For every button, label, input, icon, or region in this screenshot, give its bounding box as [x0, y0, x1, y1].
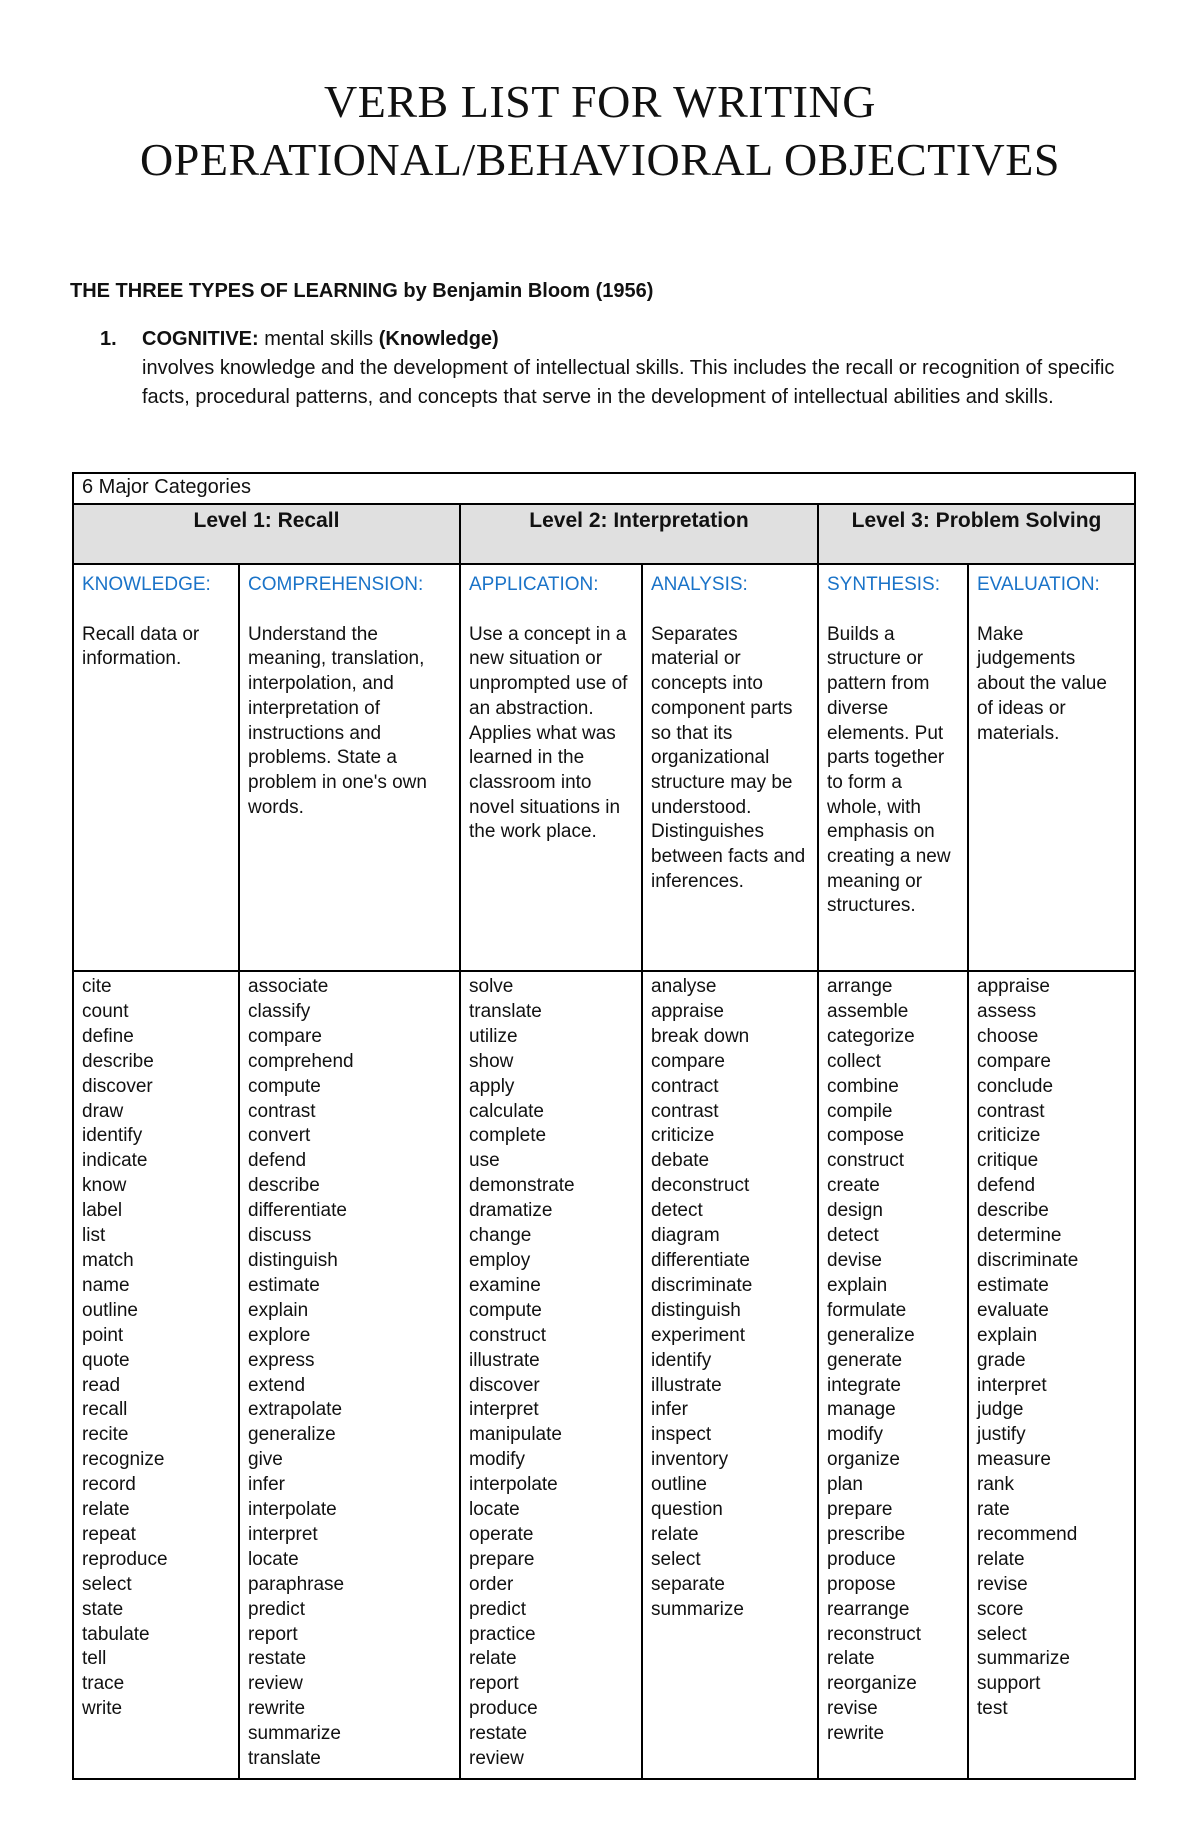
verb-cell-evaluation — [968, 971, 1135, 1779]
verb-item: recall — [82, 1399, 128, 1421]
list-number: 1. — [100, 328, 117, 350]
verb-item: infer — [248, 1474, 285, 1496]
verb-item: review — [469, 1748, 524, 1770]
verb-item: select — [82, 1573, 132, 1595]
verb-item: extend — [248, 1374, 306, 1396]
verb-item: read — [82, 1374, 121, 1396]
verb-item: locate — [469, 1499, 520, 1521]
verb-item: separate — [651, 1573, 725, 1595]
verb-item: extrapolate — [248, 1399, 343, 1421]
verb-item: explore — [248, 1324, 311, 1346]
verb-item: give — [248, 1449, 283, 1471]
verb-item: discriminate — [977, 1249, 1079, 1271]
verb-item: compose — [827, 1125, 905, 1147]
verb-item: create — [827, 1175, 880, 1197]
verb-item: apply — [469, 1075, 515, 1097]
cognitive-paren: (Knowledge) — [378, 328, 499, 350]
verb-item: debate — [651, 1150, 710, 1172]
table-caption: 6 Major Categories — [73, 473, 1135, 504]
verb-item: distinguish — [651, 1299, 741, 1321]
verb-item: restate — [469, 1723, 528, 1745]
verb-item: construct — [827, 1150, 905, 1172]
verb-item: rewrite — [827, 1723, 885, 1745]
document-title-line-2: OPERATIONAL/BEHAVIORAL OBJECTIVES — [140, 134, 1060, 185]
verb-cell-knowledge — [73, 971, 239, 1779]
verb-item: rate — [977, 1499, 1010, 1521]
verb-item: dramatize — [469, 1200, 553, 1222]
level-header-2: Level 2: Interpretation — [460, 504, 818, 564]
verb-item: explain — [977, 1324, 1038, 1346]
verb-item: classify — [248, 1000, 311, 1022]
verb-item: determine — [977, 1225, 1062, 1247]
verb-item: interpret — [248, 1523, 318, 1545]
verb-item: identify — [82, 1125, 143, 1147]
verb-item: summarize — [651, 1598, 744, 1620]
verb-item: estimate — [248, 1274, 320, 1296]
verb-item: rank — [977, 1474, 1014, 1496]
verb-item: support — [977, 1673, 1041, 1695]
verb-item: formulate — [827, 1299, 907, 1321]
verb-item: relate — [469, 1648, 517, 1670]
verb-item: prepare — [469, 1548, 535, 1570]
category-name: KNOWLEDGE: — [82, 574, 211, 595]
category-cell-analysis — [642, 564, 818, 971]
verb-item: prepare — [827, 1499, 893, 1521]
verb-item: revise — [977, 1573, 1028, 1595]
section-heading: THE THREE TYPES OF LEARNING by Benjamin Bloom (1956) — [70, 280, 654, 302]
verb-item: judge — [977, 1399, 1024, 1421]
verb-item: translate — [469, 1000, 542, 1022]
verb-item: report — [469, 1673, 519, 1695]
cognitive-label: COGNITIVE: — [142, 328, 259, 350]
verb-item: discriminate — [651, 1274, 753, 1296]
verb-item: summarize — [977, 1648, 1070, 1670]
verb-item: employ — [469, 1249, 531, 1271]
verb-item: manipulate — [469, 1424, 562, 1446]
verb-item: name — [82, 1274, 130, 1296]
verb-list-comprehension — [248, 975, 451, 1772]
verb-item: demonstrate — [469, 1175, 575, 1197]
verb-item: relate — [651, 1523, 699, 1545]
cognitive-description: involves knowledge and the development of intellectual skills. This includes the recall or recognition of specific facts, procedural patterns, and concepts that serve in the development of intellectual abilities and skills. — [142, 357, 1115, 408]
category-name: APPLICATION: — [469, 574, 599, 595]
verb-item: quote — [82, 1349, 130, 1371]
verb-item: know — [82, 1175, 127, 1197]
verb-item: propose — [827, 1573, 896, 1595]
level-header-3: Level 3: Problem Solving — [818, 504, 1135, 564]
cognitive-section — [100, 325, 1140, 412]
verb-item: defend — [977, 1175, 1036, 1197]
verb-item: generate — [827, 1349, 903, 1371]
verb-item: break down — [651, 1025, 750, 1047]
verb-item: recommend — [977, 1523, 1078, 1545]
verb-item: explain — [827, 1274, 888, 1296]
verb-item: appraise — [651, 1000, 724, 1022]
verb-item: interpret — [977, 1374, 1047, 1396]
verb-item: describe — [977, 1200, 1049, 1222]
verb-item: relate — [977, 1548, 1025, 1570]
verb-item: report — [248, 1623, 298, 1645]
verb-item: manage — [827, 1399, 896, 1421]
verb-item: evaluate — [977, 1299, 1049, 1321]
verb-item: express — [248, 1349, 315, 1371]
verb-item: rearrange — [827, 1598, 910, 1620]
verb-item: score — [977, 1598, 1024, 1620]
verb-item: grade — [977, 1349, 1026, 1371]
verb-item: contract — [651, 1075, 719, 1097]
verb-item: compile — [827, 1100, 893, 1122]
verb-cell-application — [460, 971, 642, 1779]
verb-item: combine — [827, 1075, 899, 1097]
verb-item: organize — [827, 1449, 900, 1471]
verb-item: trace — [82, 1673, 125, 1695]
bloom-table — [72, 472, 1136, 1780]
verb-item: summarize — [248, 1723, 341, 1745]
verb-item: discover — [82, 1075, 153, 1097]
verb-item: select — [651, 1548, 701, 1570]
category-name: COMPREHENSION: — [248, 574, 424, 595]
verb-item: utilize — [469, 1025, 518, 1047]
verb-item: state — [82, 1598, 124, 1620]
verb-item: experiment — [651, 1324, 745, 1346]
cognitive-text — [142, 325, 1140, 412]
verb-item: inspect — [651, 1424, 712, 1446]
verb-item: restate — [248, 1648, 307, 1670]
verb-item: relate — [827, 1648, 875, 1670]
verb-item: outline — [651, 1474, 707, 1496]
verb-list-analysis — [651, 975, 809, 1623]
verb-item: explain — [248, 1299, 309, 1321]
verb-item: inventory — [651, 1449, 729, 1471]
verb-item: compute — [248, 1075, 321, 1097]
verb-item: rewrite — [248, 1698, 306, 1720]
category-name: ANALYSIS: — [651, 574, 748, 595]
verb-item: match — [82, 1249, 134, 1271]
verb-item: infer — [651, 1399, 688, 1421]
verb-item: test — [977, 1698, 1008, 1720]
verb-item: reorganize — [827, 1673, 917, 1695]
verb-item: compare — [977, 1050, 1051, 1072]
category-description-row — [73, 564, 1135, 971]
verb-item: contrast — [248, 1100, 316, 1122]
verb-list-synthesis — [827, 975, 959, 1747]
verb-item: describe — [82, 1050, 154, 1072]
level-header-row — [73, 504, 1135, 564]
verb-item: interpret — [469, 1399, 539, 1421]
verb-item: discover — [469, 1374, 540, 1396]
verb-item: outline — [82, 1299, 138, 1321]
verb-item: recognize — [82, 1449, 165, 1471]
verb-item: review — [248, 1673, 303, 1695]
category-cell-synthesis — [818, 564, 968, 971]
verb-item: measure — [977, 1449, 1051, 1471]
verb-item: paraphrase — [248, 1573, 345, 1595]
category-description: Make judgements about the value of ideas or materials. — [977, 623, 1107, 744]
category-description: Separates material or concepts into component parts so that its organizational structure may be understood. Distinguishes between facts and inferences. — [651, 623, 806, 892]
verb-item: predict — [469, 1598, 527, 1620]
verb-item: plan — [827, 1474, 863, 1496]
verb-item: analyse — [651, 976, 717, 997]
verb-item: draw — [82, 1100, 124, 1122]
verb-item: repeat — [82, 1523, 136, 1545]
verb-item: record — [82, 1474, 136, 1496]
verb-item: indicate — [82, 1150, 148, 1172]
verb-item: tell — [82, 1648, 107, 1670]
verb-item: question — [651, 1499, 723, 1521]
verb-item: examine — [469, 1274, 541, 1296]
verb-item: order — [469, 1573, 514, 1595]
verb-item: operate — [469, 1523, 534, 1545]
verb-item: design — [827, 1200, 883, 1222]
verb-item: compute — [469, 1299, 542, 1321]
verb-item: point — [82, 1324, 124, 1346]
verb-item: compare — [651, 1050, 725, 1072]
category-cell-knowledge — [73, 564, 239, 971]
verb-item: detect — [651, 1200, 703, 1222]
verb-item: categorize — [827, 1025, 915, 1047]
verb-item: generalize — [248, 1424, 336, 1446]
verb-item: detect — [827, 1225, 879, 1247]
verb-item: select — [977, 1623, 1027, 1645]
verb-item: reconstruct — [827, 1623, 921, 1645]
verb-item: arrange — [827, 976, 893, 997]
category-name: SYNTHESIS: — [827, 574, 940, 595]
verb-item: modify — [827, 1424, 883, 1446]
verb-item: diagram — [651, 1225, 720, 1247]
level-header-1: Level 1: Recall — [73, 504, 460, 564]
verb-item: justify — [977, 1424, 1026, 1446]
document-title-line-1: VERB LIST FOR WRITING — [324, 76, 876, 127]
verb-item: modify — [469, 1449, 525, 1471]
verb-item: produce — [827, 1548, 896, 1570]
verb-list-application — [469, 975, 633, 1772]
verb-item: defend — [248, 1150, 307, 1172]
verb-item: comprehend — [248, 1050, 354, 1072]
verb-item: appraise — [977, 976, 1050, 997]
verb-item: calculate — [469, 1100, 544, 1122]
category-description: Understand the meaning, translation, interpolation, and interpretation of instructions and problems. State a problem in one's own words. — [248, 623, 427, 818]
verb-item: discuss — [248, 1225, 312, 1247]
verb-item: produce — [469, 1698, 538, 1720]
category-description: Recall data or information. — [82, 623, 200, 670]
category-description: Builds a structure or pattern from diverse elements. Put parts together to form a whole, with emphasis on creating a new meaning or structures. — [827, 623, 951, 917]
verb-item: distinguish — [248, 1249, 338, 1271]
verb-item: criticize — [977, 1125, 1041, 1147]
verb-item: conclude — [977, 1075, 1054, 1097]
verb-item: identify — [651, 1349, 712, 1371]
verb-item: collect — [827, 1050, 881, 1072]
verb-item: differentiate — [248, 1200, 347, 1222]
verb-cell-analysis — [642, 971, 818, 1779]
verb-item: revise — [827, 1698, 878, 1720]
verb-item: criticize — [651, 1125, 715, 1147]
verb-item: use — [469, 1150, 500, 1172]
verb-item: change — [469, 1225, 532, 1247]
verb-item: practice — [469, 1623, 536, 1645]
verb-item: solve — [469, 976, 514, 997]
category-cell-application — [460, 564, 642, 971]
category-description: Use a concept in a new situation or unprompted use of an abstraction. Applies what was learned in the classroom into novel situations in the work place. — [469, 623, 628, 843]
verb-item: contrast — [651, 1100, 719, 1122]
verb-item: show — [469, 1050, 514, 1072]
verb-list-row — [73, 971, 1135, 1779]
category-cell-comprehension — [239, 564, 460, 971]
verb-item: estimate — [977, 1274, 1049, 1296]
verb-item: assemble — [827, 1000, 909, 1022]
verb-item: illustrate — [651, 1374, 722, 1396]
verb-cell-synthesis — [818, 971, 968, 1779]
verb-item: write — [82, 1698, 123, 1720]
verb-item: choose — [977, 1025, 1039, 1047]
verb-item: interpolate — [469, 1474, 558, 1496]
category-cell-evaluation — [968, 564, 1135, 971]
verb-item: illustrate — [469, 1349, 540, 1371]
verb-item: compare — [248, 1025, 322, 1047]
verb-item: recite — [82, 1424, 129, 1446]
verb-item: generalize — [827, 1324, 915, 1346]
verb-item: translate — [248, 1748, 321, 1770]
verb-item: differentiate — [651, 1249, 750, 1271]
verb-item: list — [82, 1225, 106, 1247]
verb-item: reproduce — [82, 1548, 168, 1570]
verb-item: prescribe — [827, 1523, 906, 1545]
verb-item: count — [82, 1000, 129, 1022]
verb-item: describe — [248, 1175, 320, 1197]
verb-item: contrast — [977, 1100, 1045, 1122]
verb-item: assess — [977, 1000, 1037, 1022]
verb-item: define — [82, 1025, 134, 1047]
verb-item: relate — [82, 1499, 130, 1521]
verb-item: interpolate — [248, 1499, 337, 1521]
category-name: EVALUATION: — [977, 574, 1100, 595]
verb-item: cite — [82, 976, 112, 997]
verb-item: deconstruct — [651, 1175, 750, 1197]
verb-item: associate — [248, 976, 329, 997]
cognitive-subtitle: mental skills — [264, 328, 374, 350]
verb-item: locate — [248, 1548, 299, 1570]
verb-cell-comprehension — [239, 971, 460, 1779]
verb-list-evaluation — [977, 975, 1126, 1722]
verb-item: critique — [977, 1150, 1039, 1172]
verb-item: complete — [469, 1125, 547, 1147]
verb-item: devise — [827, 1249, 882, 1271]
verb-item: predict — [248, 1598, 306, 1620]
verb-item: convert — [248, 1125, 311, 1147]
verb-item: integrate — [827, 1374, 901, 1396]
verb-list-knowledge — [82, 975, 230, 1722]
verb-item: label — [82, 1200, 123, 1222]
verb-item: construct — [469, 1324, 547, 1346]
verb-item: tabulate — [82, 1623, 150, 1645]
